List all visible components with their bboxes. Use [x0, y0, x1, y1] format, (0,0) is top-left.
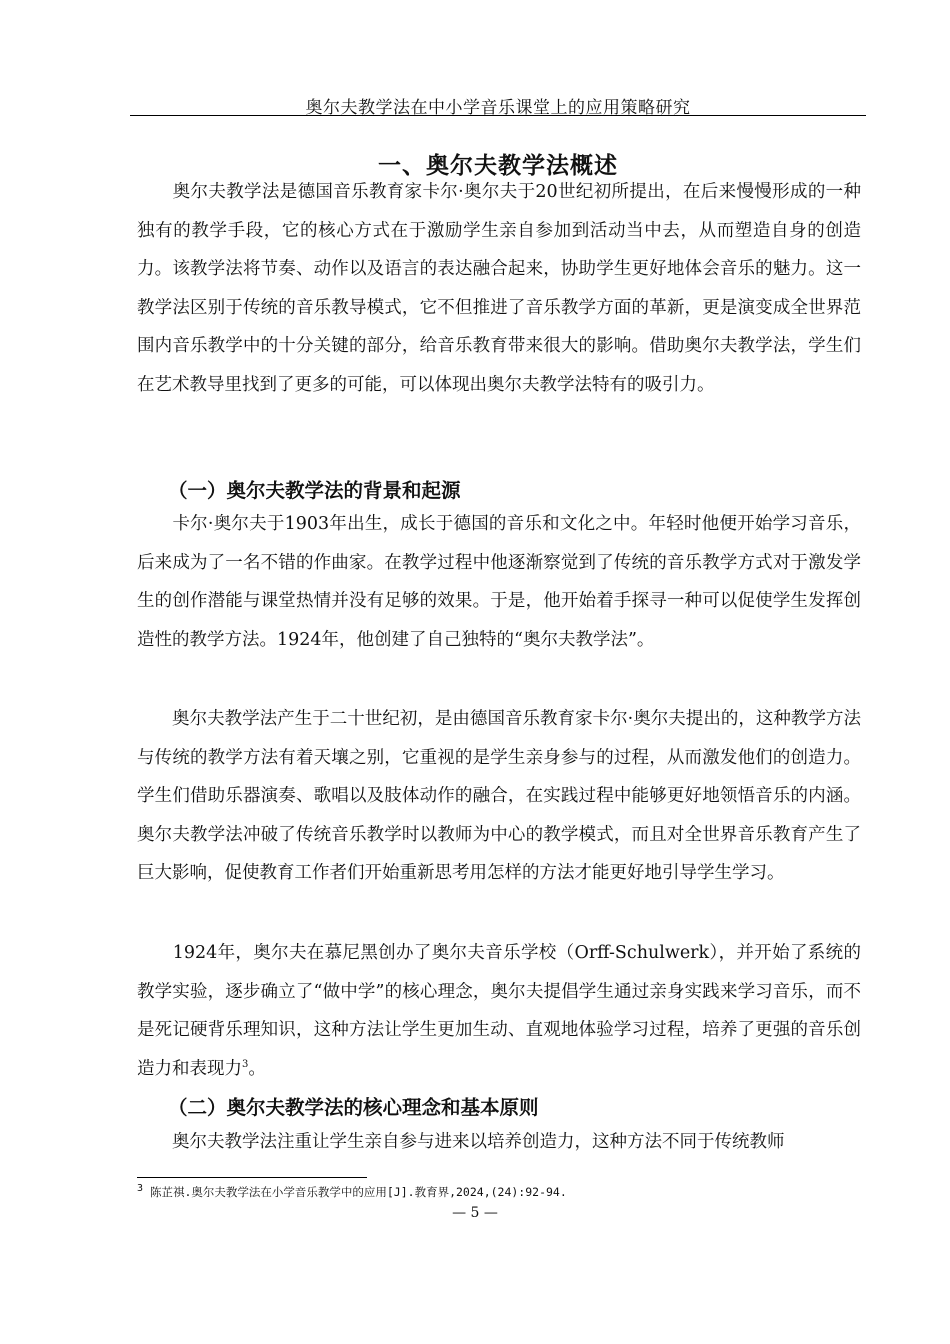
- running-header: 奥尔夫教学法在中小学音乐课堂上的应用策略研究: [305, 98, 691, 118]
- section1-paragraph-2: 奥尔夫教学法产生于二十世纪初，是由德国音乐教育家卡尔·奥尔夫提出的，这种教学方法与传统的教学方法有着天壤之别，它重视的是学生亲身参与的过程，从而激发他们的创造力。学生们借助乐器演奏、歌唱以及肢体动作的融合，在实践过程中能够更好地领悟音乐的内涵。奥尔夫教学法冲破了传统音乐教学时以教师为中心的教学模式，而且对全世界音乐教育产生了巨大影响，促使教育工作者们开始重新思考用怎样的方法才能更好地引导学生学习。: [137, 709, 861, 883]
- intro-paragraph: 奥尔夫教学法是德国音乐教育家卡尔·奥尔夫于20世纪初所提出，在后来慢慢形成的一种独有的教学手段，它的核心方式在于激励学生亲自参加到活动当中去，从而塑造自身的创造力。该教学法将节奏、动作以及语言的表达融合起来，协助学生更好地体会音乐的魅力。这一教学法区别于传统的音乐教导模式，它不但推进了音乐教学方面的革新，更是演变成全世界范围内音乐教学中的十分关键的部分，给音乐教育带来很大的影响。借助奥尔夫教学法，学生们在艺术教导里找到了更多的可能，可以体现出奥尔夫教学法特有的吸引力。: [137, 182, 861, 395]
- page-number: — 5 —: [452, 1205, 498, 1221]
- footnote-rule: [137, 1177, 367, 1178]
- footnote-ref-3[interactable]: 3: [242, 1058, 249, 1070]
- section2-paragraph-1: 奥尔夫教学法注重让学生亲自参与进来以培养创造力，这种方法不同于传统教师: [137, 1132, 785, 1152]
- section-heading-2: （二）奥尔夫教学法的核心理念和基本原则: [168, 1096, 539, 1119]
- footnote-text: 陈芷祺.奥尔夫教学法在小学音乐教学中的应用[J].教育界,2024,(24):92-94.: [143, 1185, 567, 1199]
- section1-paragraph-3-end: 。: [248, 1058, 266, 1079]
- section1-paragraph-3: [137, 934, 861, 1088]
- section-heading-1: （一）奥尔夫教学法的背景和起源: [168, 479, 461, 502]
- footnote-marker: 3: [137, 1183, 144, 1195]
- footnote: [137, 1184, 567, 1200]
- section1-paragraph-3-text: 1924年，奥尔夫在慕尼黑创办了奥尔夫音乐学校（Orff-Schulwerk），并开始了系统的教学实验，逐步确立了“做中学”的核心理念，奥尔夫提倡学生通过亲身实践来学习音乐，而不是死记硬背乐理知识，这种方法让学生更加生动、直观地体验学习过程，培养了更强的音乐创造力和表现力: [137, 943, 861, 1079]
- section1-paragraph-1: 卡尔·奥尔夫于1903年出生，成长于德国的音乐和文化之中。年轻时他便开始学习音乐，后来成为了一名不错的作曲家。在教学过程中他逐渐察觉到了传统的音乐教学方式对于激发学生的创作潜能与课堂热情并没有足够的效果。于是，他开始着手探寻一种可以促使学生发挥创造性的教学方法。1924年，他创建了自己独特的“奥尔夫教学法”。: [137, 514, 861, 650]
- chapter-title: 一、奥尔夫教学法概述: [378, 153, 618, 179]
- header-rule: [130, 115, 866, 116]
